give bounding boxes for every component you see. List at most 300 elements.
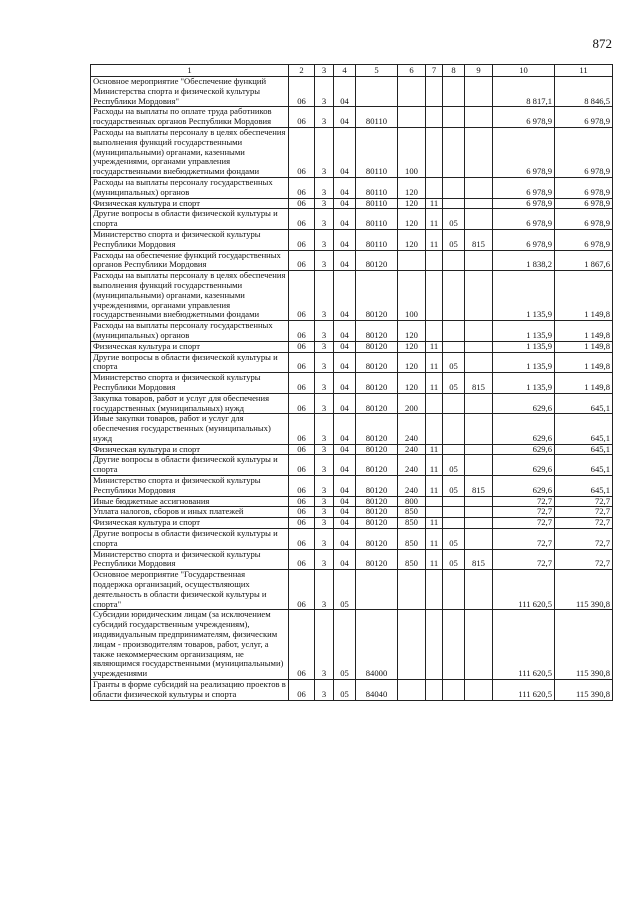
code-9 xyxy=(465,570,493,610)
amount-11: 645,1 xyxy=(555,455,613,476)
code-5 xyxy=(356,570,398,610)
code-7 xyxy=(426,250,443,271)
code-8 xyxy=(443,250,465,271)
row-name: Министерство спорта и физической культуры Республики Мордовия xyxy=(91,476,289,497)
code-8 xyxy=(443,271,465,321)
table-row xyxy=(91,229,613,250)
code-3: 3 xyxy=(315,444,334,455)
code-3: 3 xyxy=(315,680,334,701)
code-5: 80120 xyxy=(356,250,398,271)
code-8 xyxy=(443,198,465,209)
code-5: 80120 xyxy=(356,352,398,373)
code-3: 3 xyxy=(315,341,334,352)
table-row xyxy=(91,444,613,455)
code-2: 06 xyxy=(289,680,315,701)
code-3: 3 xyxy=(315,570,334,610)
code-4: 04 xyxy=(334,393,356,414)
code-8 xyxy=(443,680,465,701)
code-5: 80120 xyxy=(356,341,398,352)
table-row xyxy=(91,321,613,342)
code-9 xyxy=(465,77,493,107)
table-row xyxy=(91,127,613,177)
code-3: 3 xyxy=(315,127,334,177)
column-header: 1 xyxy=(91,65,289,77)
amount-10: 6 978,9 xyxy=(493,198,555,209)
amount-11: 1 867,6 xyxy=(555,250,613,271)
code-4: 04 xyxy=(334,341,356,352)
row-name: Физическая культура и спорт xyxy=(91,518,289,529)
code-6: 240 xyxy=(398,414,426,444)
code-4: 04 xyxy=(334,414,356,444)
code-6: 850 xyxy=(398,518,426,529)
code-4: 04 xyxy=(334,455,356,476)
code-6: 850 xyxy=(398,529,426,550)
code-2: 06 xyxy=(289,444,315,455)
table-row xyxy=(91,250,613,271)
code-4: 04 xyxy=(334,321,356,342)
code-7: 11 xyxy=(426,549,443,570)
code-4: 04 xyxy=(334,518,356,529)
code-7 xyxy=(426,127,443,177)
code-3: 3 xyxy=(315,455,334,476)
code-5: 80120 xyxy=(356,321,398,342)
code-9 xyxy=(465,610,493,680)
amount-10: 8 817,1 xyxy=(493,77,555,107)
column-header: 3 xyxy=(315,65,334,77)
code-6 xyxy=(398,77,426,107)
code-3: 3 xyxy=(315,529,334,550)
code-5: 80120 xyxy=(356,529,398,550)
code-4: 04 xyxy=(334,352,356,373)
code-6: 200 xyxy=(398,393,426,414)
code-4: 04 xyxy=(334,177,356,198)
table-row xyxy=(91,507,613,518)
code-7 xyxy=(426,496,443,507)
code-7: 11 xyxy=(426,341,443,352)
code-3: 3 xyxy=(315,250,334,271)
code-5: 80120 xyxy=(356,414,398,444)
code-2: 06 xyxy=(289,529,315,550)
code-2: 06 xyxy=(289,518,315,529)
amount-11: 645,1 xyxy=(555,444,613,455)
code-2: 06 xyxy=(289,610,315,680)
table-row xyxy=(91,610,613,680)
amount-11: 1 149,8 xyxy=(555,352,613,373)
code-9 xyxy=(465,529,493,550)
amount-11: 6 978,9 xyxy=(555,107,613,128)
code-9 xyxy=(465,250,493,271)
amount-10: 629,6 xyxy=(493,476,555,497)
code-7 xyxy=(426,321,443,342)
code-7 xyxy=(426,570,443,610)
code-5: 80110 xyxy=(356,127,398,177)
code-4: 04 xyxy=(334,107,356,128)
row-name: Министерство спорта и физической культуры Республики Мордовия xyxy=(91,229,289,250)
code-3: 3 xyxy=(315,198,334,209)
code-9 xyxy=(465,209,493,230)
table-row xyxy=(91,373,613,394)
code-6 xyxy=(398,250,426,271)
column-header: 7 xyxy=(426,65,443,77)
code-8: 05 xyxy=(443,209,465,230)
code-4: 04 xyxy=(334,373,356,394)
table-row xyxy=(91,680,613,701)
column-number-row xyxy=(91,65,613,77)
code-9 xyxy=(465,455,493,476)
code-7: 11 xyxy=(426,518,443,529)
row-name: Расходы на обеспечение функций государственных органов Республики Мордовия xyxy=(91,250,289,271)
code-2: 06 xyxy=(289,177,315,198)
code-4: 05 xyxy=(334,610,356,680)
table-row xyxy=(91,414,613,444)
code-2: 06 xyxy=(289,549,315,570)
table-row xyxy=(91,107,613,128)
column-header: 6 xyxy=(398,65,426,77)
code-9 xyxy=(465,518,493,529)
code-7: 11 xyxy=(426,444,443,455)
row-name: Физическая культура и спорт xyxy=(91,444,289,455)
code-3: 3 xyxy=(315,507,334,518)
code-3: 3 xyxy=(315,476,334,497)
column-header: 10 xyxy=(493,65,555,77)
code-4: 04 xyxy=(334,229,356,250)
amount-10: 6 978,9 xyxy=(493,107,555,128)
code-2: 06 xyxy=(289,352,315,373)
table-row xyxy=(91,518,613,529)
code-8 xyxy=(443,177,465,198)
row-name: Иные бюджетные ассигнования xyxy=(91,496,289,507)
row-name: Основное мероприятие "Обеспечение функций Министерства спорта и физической культуры Республики Мордовия" xyxy=(91,77,289,107)
amount-11: 6 978,9 xyxy=(555,209,613,230)
code-3: 3 xyxy=(315,321,334,342)
amount-11: 72,7 xyxy=(555,529,613,550)
code-3: 3 xyxy=(315,229,334,250)
amount-11: 6 978,9 xyxy=(555,177,613,198)
amount-11: 6 978,9 xyxy=(555,198,613,209)
code-7: 11 xyxy=(426,198,443,209)
amount-11: 1 149,8 xyxy=(555,341,613,352)
code-8 xyxy=(443,496,465,507)
code-7: 11 xyxy=(426,455,443,476)
amount-10: 1 838,2 xyxy=(493,250,555,271)
code-9 xyxy=(465,127,493,177)
code-9 xyxy=(465,341,493,352)
code-7: 11 xyxy=(426,373,443,394)
table-row xyxy=(91,496,613,507)
code-5: 80120 xyxy=(356,455,398,476)
code-8: 05 xyxy=(443,549,465,570)
code-6: 850 xyxy=(398,549,426,570)
table-row xyxy=(91,529,613,550)
code-8: 05 xyxy=(443,229,465,250)
row-name: Министерство спорта и физической культуры Республики Мордовия xyxy=(91,373,289,394)
code-8 xyxy=(443,414,465,444)
code-7: 11 xyxy=(426,529,443,550)
code-5: 80120 xyxy=(356,476,398,497)
code-8: 05 xyxy=(443,529,465,550)
code-6: 800 xyxy=(398,496,426,507)
code-4: 04 xyxy=(334,496,356,507)
amount-11: 72,7 xyxy=(555,496,613,507)
code-3: 3 xyxy=(315,549,334,570)
row-name: Основное мероприятие "Государственная поддержка организаций, осуществляющих деятельность в области физической культуры и спорта" xyxy=(91,570,289,610)
column-header: 4 xyxy=(334,65,356,77)
table-row xyxy=(91,209,613,230)
table-row xyxy=(91,455,613,476)
code-6: 120 xyxy=(398,373,426,394)
code-9 xyxy=(465,321,493,342)
code-7 xyxy=(426,271,443,321)
code-3: 3 xyxy=(315,107,334,128)
code-2: 06 xyxy=(289,209,315,230)
code-7 xyxy=(426,507,443,518)
code-5 xyxy=(356,77,398,107)
amount-10: 629,6 xyxy=(493,393,555,414)
code-2: 06 xyxy=(289,507,315,518)
row-name: Расходы на выплаты по оплате труда работников государственных органов Республики Мордовия xyxy=(91,107,289,128)
code-2: 06 xyxy=(289,77,315,107)
code-8: 05 xyxy=(443,373,465,394)
amount-11: 72,7 xyxy=(555,518,613,529)
amount-11: 645,1 xyxy=(555,414,613,444)
row-name: Расходы на выплаты персоналу государственных (муниципальных) органов xyxy=(91,177,289,198)
row-name: Закупка товаров, работ и услуг для обеспечения государственных (муниципальных) нужд xyxy=(91,393,289,414)
code-7 xyxy=(426,393,443,414)
table-row xyxy=(91,177,613,198)
code-6 xyxy=(398,570,426,610)
code-6 xyxy=(398,680,426,701)
amount-10: 6 978,9 xyxy=(493,229,555,250)
code-8 xyxy=(443,570,465,610)
code-6: 240 xyxy=(398,444,426,455)
table-row xyxy=(91,393,613,414)
table-row xyxy=(91,352,613,373)
row-name: Другие вопросы в области физической культуры и спорта xyxy=(91,209,289,230)
code-5: 80120 xyxy=(356,518,398,529)
amount-10: 72,7 xyxy=(493,529,555,550)
amount-10: 6 978,9 xyxy=(493,177,555,198)
amount-10: 72,7 xyxy=(493,496,555,507)
table-row xyxy=(91,198,613,209)
code-4: 04 xyxy=(334,127,356,177)
column-header: 9 xyxy=(465,65,493,77)
code-9: 815 xyxy=(465,549,493,570)
row-name: Физическая культура и спорт xyxy=(91,198,289,209)
row-name: Другие вопросы в области физической культуры и спорта xyxy=(91,529,289,550)
code-4: 04 xyxy=(334,77,356,107)
amount-11: 72,7 xyxy=(555,549,613,570)
amount-10: 629,6 xyxy=(493,455,555,476)
amount-10: 111 620,5 xyxy=(493,570,555,610)
code-6 xyxy=(398,610,426,680)
amount-11: 645,1 xyxy=(555,393,613,414)
page-number: 872 xyxy=(592,36,612,51)
code-4: 04 xyxy=(334,209,356,230)
code-8 xyxy=(443,321,465,342)
amount-11: 1 149,8 xyxy=(555,271,613,321)
code-2: 06 xyxy=(289,570,315,610)
amount-10: 72,7 xyxy=(493,518,555,529)
amount-10: 629,6 xyxy=(493,414,555,444)
code-3: 3 xyxy=(315,518,334,529)
code-5: 80120 xyxy=(356,373,398,394)
amount-10: 1 135,9 xyxy=(493,352,555,373)
amount-10: 1 135,9 xyxy=(493,271,555,321)
code-3: 3 xyxy=(315,373,334,394)
row-name: Физическая культура и спорт xyxy=(91,341,289,352)
code-2: 06 xyxy=(289,127,315,177)
code-8 xyxy=(443,518,465,529)
code-5: 80110 xyxy=(356,198,398,209)
code-4: 04 xyxy=(334,444,356,455)
row-name: Другие вопросы в области физической культуры и спорта xyxy=(91,455,289,476)
code-3: 3 xyxy=(315,177,334,198)
column-header: 2 xyxy=(289,65,315,77)
amount-11: 645,1 xyxy=(555,476,613,497)
code-9 xyxy=(465,507,493,518)
amount-11: 1 149,8 xyxy=(555,321,613,342)
code-4: 04 xyxy=(334,271,356,321)
code-7 xyxy=(426,107,443,128)
code-2: 06 xyxy=(289,107,315,128)
code-8 xyxy=(443,507,465,518)
code-7: 11 xyxy=(426,476,443,497)
code-4: 05 xyxy=(334,680,356,701)
code-6: 120 xyxy=(398,209,426,230)
column-header: 11 xyxy=(555,65,613,77)
row-name: Министерство спорта и физической культуры Республики Мордовия xyxy=(91,549,289,570)
code-5: 80120 xyxy=(356,496,398,507)
code-6: 850 xyxy=(398,507,426,518)
amount-11: 115 390,8 xyxy=(555,570,613,610)
table-row xyxy=(91,341,613,352)
code-9 xyxy=(465,393,493,414)
code-5: 80110 xyxy=(356,229,398,250)
code-8 xyxy=(443,77,465,107)
code-6: 100 xyxy=(398,127,426,177)
code-7 xyxy=(426,77,443,107)
code-6: 120 xyxy=(398,341,426,352)
code-6 xyxy=(398,107,426,128)
code-4: 04 xyxy=(334,529,356,550)
code-7 xyxy=(426,177,443,198)
amount-10: 111 620,5 xyxy=(493,680,555,701)
code-7: 11 xyxy=(426,209,443,230)
row-name: Субсидии юридическим лицам (за исключением субсидий государственным учреждениям), индивидуальным предпринимателям, физическим лицам - производителям товаров, работ, услуг, а также некоммерческим организациям, не являющимся государственными (муниципальными) учреждениями xyxy=(91,610,289,680)
code-4: 04 xyxy=(334,250,356,271)
code-4: 04 xyxy=(334,549,356,570)
code-4: 04 xyxy=(334,198,356,209)
code-5: 80110 xyxy=(356,107,398,128)
code-7: 11 xyxy=(426,229,443,250)
code-6: 120 xyxy=(398,321,426,342)
amount-10: 72,7 xyxy=(493,507,555,518)
amount-11: 115 390,8 xyxy=(555,680,613,701)
code-6: 120 xyxy=(398,352,426,373)
code-9: 815 xyxy=(465,229,493,250)
table-row xyxy=(91,476,613,497)
row-name: Гранты в форме субсидий на реализацию проектов в области физической культуры и спорта xyxy=(91,680,289,701)
code-6: 240 xyxy=(398,476,426,497)
code-9 xyxy=(465,271,493,321)
code-9 xyxy=(465,444,493,455)
code-2: 06 xyxy=(289,250,315,271)
code-3: 3 xyxy=(315,209,334,230)
amount-11: 6 978,9 xyxy=(555,127,613,177)
code-2: 06 xyxy=(289,476,315,497)
code-2: 06 xyxy=(289,496,315,507)
code-2: 06 xyxy=(289,414,315,444)
row-name: Расходы на выплаты персоналу государственных (муниципальных) органов xyxy=(91,321,289,342)
code-8: 05 xyxy=(443,455,465,476)
code-5: 80120 xyxy=(356,507,398,518)
code-9 xyxy=(465,352,493,373)
code-9 xyxy=(465,177,493,198)
code-3: 3 xyxy=(315,352,334,373)
amount-11: 1 149,8 xyxy=(555,373,613,394)
code-2: 06 xyxy=(289,198,315,209)
code-5: 80120 xyxy=(356,271,398,321)
code-6: 120 xyxy=(398,177,426,198)
code-2: 06 xyxy=(289,321,315,342)
code-5: 84040 xyxy=(356,680,398,701)
amount-11: 8 846,5 xyxy=(555,77,613,107)
column-header: 5 xyxy=(356,65,398,77)
code-5: 80110 xyxy=(356,177,398,198)
amount-11: 115 390,8 xyxy=(555,610,613,680)
code-3: 3 xyxy=(315,496,334,507)
amount-10: 72,7 xyxy=(493,549,555,570)
code-5: 80120 xyxy=(356,549,398,570)
table-row xyxy=(91,570,613,610)
code-3: 3 xyxy=(315,271,334,321)
row-name: Другие вопросы в области физической культуры и спорта xyxy=(91,352,289,373)
code-7: 11 xyxy=(426,352,443,373)
table-row xyxy=(91,271,613,321)
code-7 xyxy=(426,414,443,444)
code-6: 120 xyxy=(398,229,426,250)
amount-10: 6 978,9 xyxy=(493,127,555,177)
code-4: 04 xyxy=(334,476,356,497)
code-8: 05 xyxy=(443,476,465,497)
code-2: 06 xyxy=(289,373,315,394)
code-7 xyxy=(426,680,443,701)
amount-10: 1 135,9 xyxy=(493,321,555,342)
row-name: Расходы на выплаты персоналу в целях обеспечения выполнения функций государственными (муниципальными) органами, казенными учреждениями, органами управления государственными внебюджетными фондами xyxy=(91,127,289,177)
amount-10: 1 135,9 xyxy=(493,373,555,394)
code-9: 815 xyxy=(465,373,493,394)
code-8 xyxy=(443,341,465,352)
code-3: 3 xyxy=(315,414,334,444)
code-9 xyxy=(465,414,493,444)
code-3: 3 xyxy=(315,610,334,680)
code-8: 05 xyxy=(443,352,465,373)
row-name: Уплата налогов, сборов и иных платежей xyxy=(91,507,289,518)
code-5: 80110 xyxy=(356,209,398,230)
code-6: 240 xyxy=(398,455,426,476)
table-row xyxy=(91,549,613,570)
code-8 xyxy=(443,444,465,455)
amount-11: 72,7 xyxy=(555,507,613,518)
code-6: 120 xyxy=(398,198,426,209)
amount-10: 6 978,9 xyxy=(493,209,555,230)
code-8 xyxy=(443,610,465,680)
amount-10: 111 620,5 xyxy=(493,610,555,680)
code-3: 3 xyxy=(315,393,334,414)
code-8 xyxy=(443,127,465,177)
code-2: 06 xyxy=(289,393,315,414)
table-row xyxy=(91,77,613,107)
